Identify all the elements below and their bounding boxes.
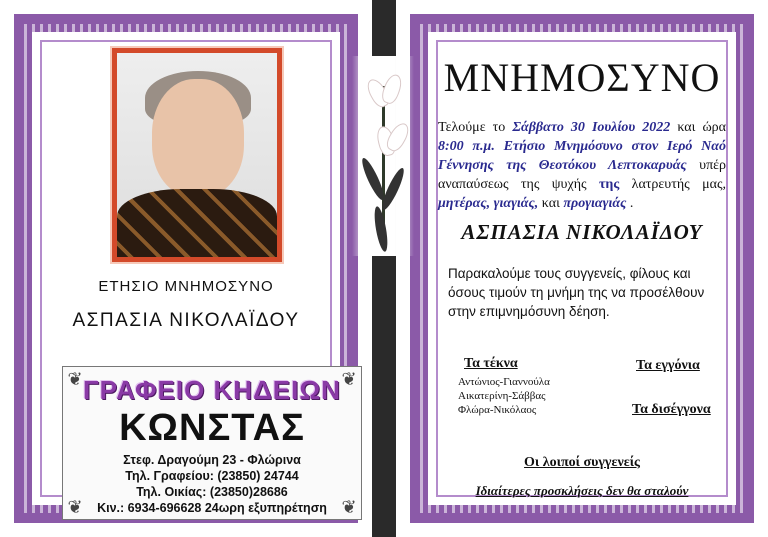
deceased-name: ΑΣΠΑΣΙΑ ΝΙΚΟΛΑΪΔΟΥ: [72, 310, 300, 331]
lily-flower-decoration: [352, 56, 414, 256]
relation-mother: μητέρας,: [438, 196, 491, 211]
no-invitations-note: Ιδιαίτερες προσκλήσεις δεν θα σταλούν: [475, 483, 689, 498]
right-card-content: [428, 32, 736, 505]
para-text: της: [598, 177, 620, 192]
list-item: Φλώρα-Νικόλαος: [458, 404, 537, 416]
para-text: λατρευτής μας,: [619, 177, 726, 192]
other-relatives: Οι λοιποί συγγενείς: [524, 455, 640, 470]
portrait-photo: [112, 48, 282, 262]
portrait-face: [152, 79, 244, 197]
left-card: [0, 0, 372, 537]
list-item: Αικατερίνη-Σάββας: [458, 390, 546, 402]
para-text: και ώρα: [670, 120, 726, 135]
corner-ornament-icon: ❦: [341, 369, 357, 389]
children-list: [458, 375, 550, 417]
corner-ornament-icon: ❦: [67, 497, 83, 517]
funeral-office-phone: Τηλ. Γραφείου: (23850) 24744: [125, 469, 299, 483]
para-text: Τελούμε το: [438, 120, 513, 135]
lily-petal: [384, 120, 413, 154]
relation-great-grandmother: προγιαγιάς: [563, 196, 627, 211]
annual-memorial-heading: ΕΤΗΣΙΟ ΜΝΗΜΟΣΥΝΟ: [98, 278, 274, 295]
invitation-text: Παρακαλούμε τους συγγενείς, φίλους και όσους τιμούν τη μνήμη της να προσέλθουν στην επιμνημόσυνη δέηση.: [448, 266, 705, 319]
lily-petal: [379, 72, 404, 106]
relation-grandmother: γιαγιάς,: [493, 196, 539, 211]
funeral-home-box: [62, 366, 362, 520]
para-text: και: [538, 196, 564, 211]
great-grandchildren-heading: Τα δισέγγονα: [632, 402, 711, 417]
corner-ornament-icon: ❦: [67, 369, 83, 389]
funeral-home-phone: Τηλ. Οικίας: (23850)28686: [136, 485, 288, 499]
corner-ornament-icon: ❦: [341, 497, 357, 517]
memorial-title: ΜΝΗΜΟΣΥΝΟ: [443, 55, 721, 100]
children-heading: Τα τέκνα: [464, 356, 518, 371]
funeral-mobile: Κιν.: 6934-696628 24ωρη εξυπηρέτηση: [97, 501, 327, 515]
list-item: Αντώνιος-Γιαννούλα: [458, 376, 550, 388]
deceased-name: ΑΣΠΑΣΙΑ ΝΙΚΟΛΑΪΔΟΥ: [461, 220, 703, 244]
memorial-date: Σάββατο 30 Ιουλίου 2022: [512, 120, 671, 135]
left-card-content: [32, 32, 357, 517]
funeral-office-title: ΓΡΑΦΕΙΟ ΚΗΔΕΙΩΝ: [83, 375, 341, 405]
portrait-clothing: [117, 189, 277, 257]
funeral-address: Στεφ. Δραγούμη 23 - Φλώρινα: [123, 453, 301, 467]
lily-leaf: [372, 205, 390, 252]
funeral-home-name: ΚΩΝΣΤΑΣ: [119, 407, 305, 449]
memorial-announcement: [438, 118, 726, 213]
memorial-time-church: 8:00 π.μ. Ετήσιο Μνημόσυνο στον Ιερό Ναό Γέννησης της Θεοτόκου Λεπτοκαρυάς: [438, 139, 726, 173]
para-text: .: [626, 196, 634, 211]
right-card: [396, 0, 768, 537]
para-text: υπέρ αναπαύσεως της ψυχής: [438, 158, 726, 192]
grandchildren-heading: Τα εγγόνια: [636, 358, 700, 373]
